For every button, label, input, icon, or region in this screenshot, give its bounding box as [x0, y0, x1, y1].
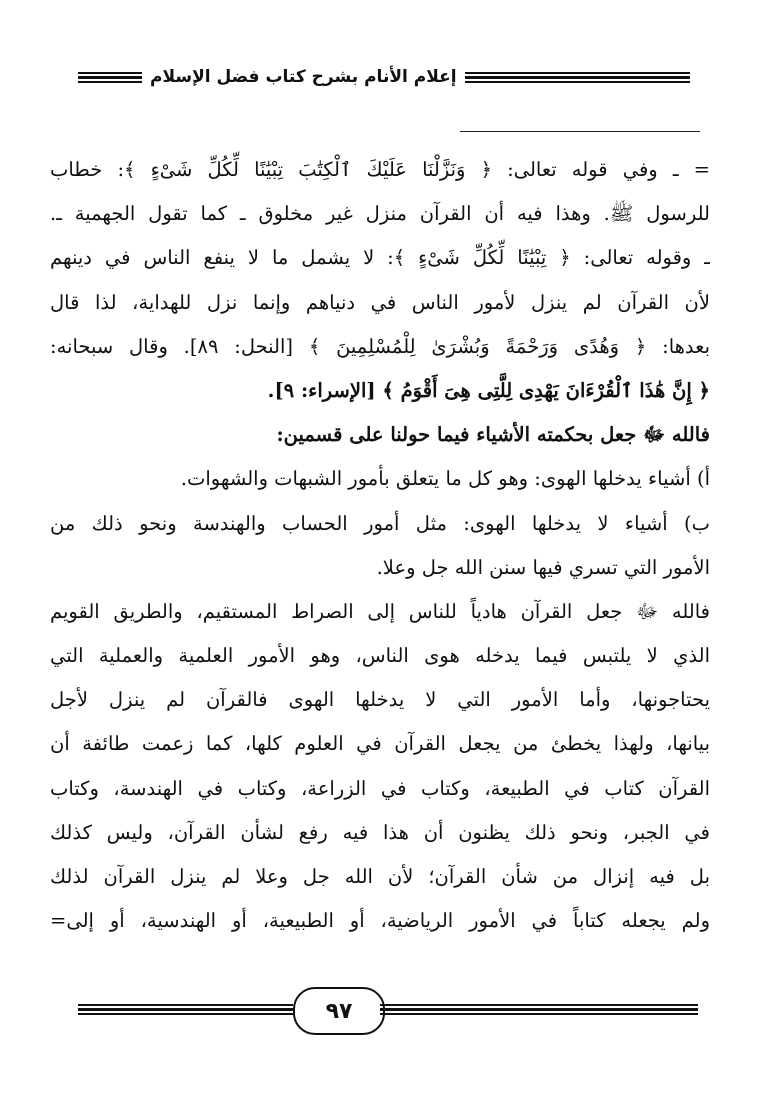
text-line: يحتاجونها، وأما الأمور التي لا يدخلها الهوى فالقرآن لم ينزل لأجل — [50, 688, 710, 712]
text-line: بعدها: ﴿ وَهُدًى وَرَحْمَةً وَبُشْرَىٰ لِلْمُسْلِمِينَ ﴾ [النحل: ٨٩]. وقال سبحانه: — [50, 334, 710, 358]
running-header — [78, 62, 690, 92]
footnote-separator — [460, 131, 700, 132]
page-footer — [78, 985, 698, 1035]
text-line: ـ وقوله تعالى: ﴿ تِبْيَٰنًا لِّكُلِّ شَىْءٍ ﴾: لا يشمل ما لا ينفع الناس في دينهم — [50, 246, 710, 270]
text-line: ولم يجعله كتاباً في الأمور الرياضية، أو الطبيعية، أو الهندسية، أو إلى= — [50, 909, 710, 933]
footer-rule-left — [78, 1004, 293, 1015]
header-rule-left — [78, 72, 142, 83]
text-line-quran-verse: ﴿ إِنَّ هَٰذَا ٱلْقُرْءَانَ يَهْدِى لِلَّتِى هِىَ أَقْوَمُ ﴾ [الإسراء: ٩]. — [267, 378, 710, 402]
text-line: لأن القرآن لم ينزل لأمور الناس في دنياهم وإنما نزل للهداية، لذا قال — [50, 290, 710, 314]
text-line: للرسول ﷺ. وهذا فيه أن القرآن منزل غير مخلوق ـ كما تقول الجهمية ـ. — [50, 202, 710, 226]
header-title: إعلام الأنام بشرح كتاب فضل الإسلام — [150, 67, 457, 87]
text-line: = ـ وفي قوله تعالى: ﴿ وَنَزَّلْنَا عَلَيْكَ ٱلْكِتَٰبَ تِبْيَٰنًا لِّكُلِّ شَىْءٍ ﴾: خطاب — [50, 158, 710, 181]
text-line: الأمور التي تسري فيها سنن الله جل وعلا. — [376, 555, 710, 579]
text-line: في الجبر، ونحو ذلك يظنون أن هذا فيه رفع لشأن القرآن، وليس كذلك — [50, 820, 710, 844]
text-line: فالله ﷻ جعل القرآن هادياً للناس إلى الصراط المستقيم، والطريق القويم — [50, 599, 710, 623]
text-line-heading: فالله ﷻ جعل بحكمته الأشياء فيما حولنا على قسمين: — [276, 423, 710, 447]
text-line-item-b: ب) أشياء لا يدخلها الهوى: مثل أمور الحساب والهندسة ونحو ذلك من — [50, 511, 710, 535]
footer-rule-right — [380, 1004, 698, 1015]
text-line: الذي لا يلتبس فيما يدخله هوى الناس، وهو الأمور العلمية والعملية التي — [50, 644, 710, 668]
page-number: ٩٧ — [293, 987, 385, 1035]
header-rule-right — [465, 72, 690, 83]
body-text — [50, 148, 710, 943]
text-line: بل فيه إنزال من شأن القرآن؛ لأن الله جل وعلا لم ينزل القرآن لذلك — [50, 865, 710, 888]
text-line-item-a: أ) أشياء يدخلها الهوى: وهو كل ما يتعلق بأمور الشبهات والشهوات. — [180, 467, 710, 491]
text-line: بيانها، ولهذا يخطئ من يجعل القرآن في العلوم كلها، كما زعمت طائفة أن — [50, 732, 710, 756]
text-line: القرآن كتاب في الطبيعة، وكتاب في الزراعة، وكتاب في الهندسة، وكتاب — [50, 776, 710, 800]
